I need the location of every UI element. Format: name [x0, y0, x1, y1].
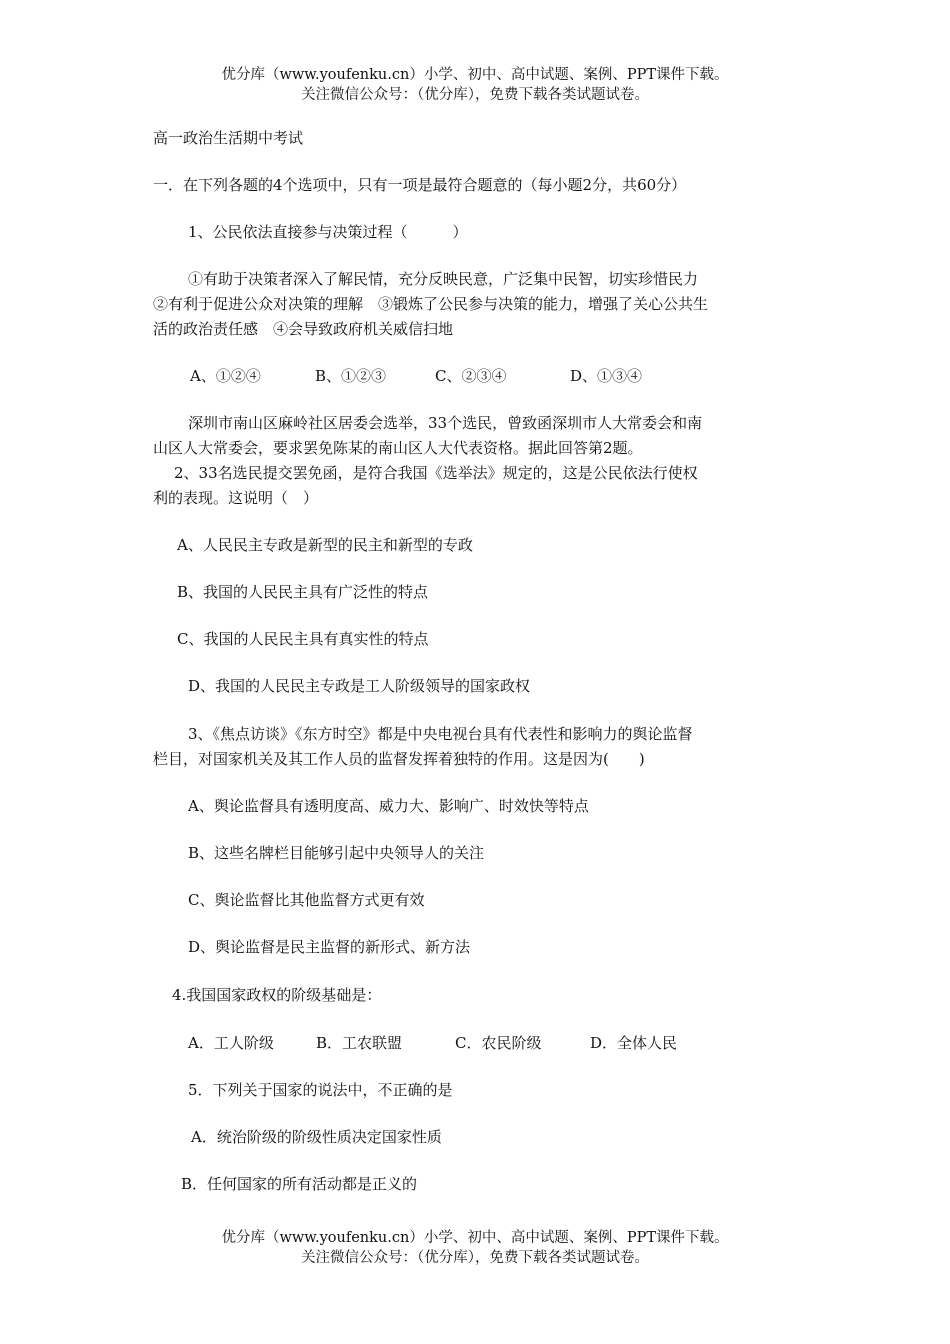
question-2-option-a: A、人民民主专政是新型的民主和新型的专政	[177, 536, 473, 554]
question-1-option-b: B、①②③	[315, 367, 387, 385]
question-4-option-d: D．全体人民	[590, 1034, 678, 1052]
question-2-stem-line-1: 2、33名选民提交罢免函，是符合我国《选举法》规定的，这是公民依法行使权	[174, 464, 698, 482]
question-5-stem: 5．下列关于国家的说法中，不正确的是	[188, 1081, 453, 1099]
header-line-1: 优分库（www.youfenku.cn）小学、初中、高中试题、案例、PPT课件下载。	[221, 67, 729, 83]
question-1-body-line-2: ②有利于促进公众对决策的理解 ③锻炼了公民参与决策的能力，增强了关心公共生	[153, 295, 709, 313]
question-2-option-d: D、我国的人民民主专政是工人阶级领导的国家政权	[188, 677, 531, 695]
question-3-stem-line-2: 栏目，对国家机关及其工作人员的监督发挥着独特的作用。这是因为( )	[153, 750, 645, 768]
question-2-option-b: B、我国的人民民主具有广泛性的特点	[177, 583, 429, 601]
question-4-option-c: C．农民阶级	[455, 1034, 542, 1052]
question-4-option-b: B．工农联盟	[316, 1034, 403, 1052]
footer-line-2: 关注微信公众号：（优分库），免费下载各类试题试卷。	[301, 1250, 649, 1266]
question-5-option-b: B．任何国家的所有活动都是正义的	[181, 1175, 418, 1193]
question-3-option-d: D、舆论监督是民主监督的新形式、新方法	[188, 938, 471, 956]
header-line-2: 关注微信公众号：（优分库），免费下载各类试题试卷。	[301, 87, 649, 103]
question-1-stem: 1、公民依法直接参与决策过程（ ）	[188, 223, 468, 241]
question-1-option-c: C、②③④	[435, 367, 507, 385]
question-1-option-a: A、①②④	[190, 367, 261, 385]
question-2-stem-line-2: 利的表现。这说明（ ）	[153, 489, 319, 507]
question-2-option-c: C、我国的人民民主具有真实性的特点	[177, 630, 429, 648]
question-1-body-line-1: ①有助于决策者深入了解民情，充分反映民意，广泛集中民智，切实珍惜民力	[188, 270, 699, 288]
question-5-option-a: A．统治阶级的阶级性质决定国家性质	[191, 1128, 442, 1146]
document-title: 高一政治生活期中考试	[153, 129, 304, 147]
question-3-stem-line-1: 3、《焦点访谈》《东方时空》都是中央电视台具有代表性和影响力的舆论监督	[188, 725, 693, 743]
question-4-stem: 4.我国国家政权的阶级基础是：	[172, 986, 382, 1004]
question-4-option-a: A．工人阶级	[188, 1034, 274, 1052]
question-1-option-d: D、①③④	[570, 367, 643, 385]
question-3-option-b: B、这些名牌栏目能够引起中央领导人的关注	[188, 844, 485, 862]
section-heading: 一．在下列各题的4个选项中，只有一项是最符合题意的（每小题2分，共60分）	[153, 176, 687, 194]
footer-line-1: 优分库（www.youfenku.cn）小学、初中、高中试题、案例、PPT课件下载。	[221, 1230, 729, 1246]
passage-2-line-1: 深圳市南山区麻岭社区居委会选举，33个选民，曾致函深圳市人大常委会和南	[188, 414, 703, 432]
question-1-body-line-3: 活的政治责任感 ④会导致政府机关威信扫地	[153, 320, 454, 338]
question-3-option-a: A、舆论监督具有透明度高、威力大、影响广、时效快等特点	[188, 797, 589, 815]
passage-2-line-2: 山区人大常委会，要求罢免陈某的南山区人大代表资格。据此回答第2题。	[153, 439, 643, 457]
question-3-option-c: C、舆论监督比其他监督方式更有效	[188, 891, 425, 909]
